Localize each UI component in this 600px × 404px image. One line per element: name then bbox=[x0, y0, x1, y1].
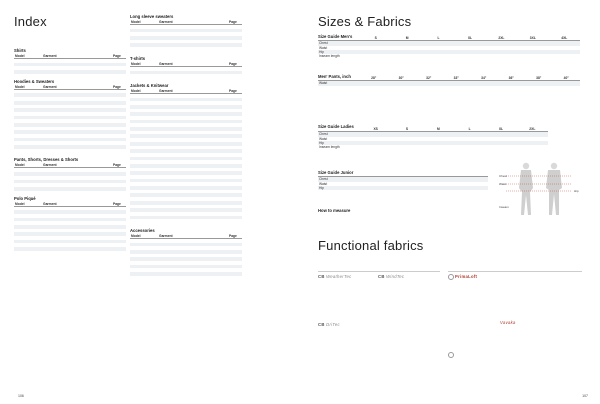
size-table-header: 33" bbox=[443, 76, 471, 81]
size-table-cell bbox=[360, 145, 391, 149]
index-table-cell bbox=[42, 187, 112, 191]
size-table-cell bbox=[517, 145, 548, 149]
index-table-header: Model bbox=[14, 202, 42, 207]
index-table-row bbox=[14, 70, 126, 74]
size-table-header: M bbox=[423, 127, 454, 132]
index-section bbox=[14, 79, 126, 153]
functional-fabrics-title: Functional fabrics bbox=[318, 238, 424, 253]
size-table-header: S bbox=[360, 36, 391, 41]
size-table-header: 3XL bbox=[517, 36, 548, 41]
right-page bbox=[300, 0, 600, 404]
index-table-header: Page bbox=[228, 62, 242, 67]
index-table-cell bbox=[228, 74, 242, 78]
cb-dritec-logo: CB DriTec bbox=[318, 322, 340, 327]
index-table-header: Page bbox=[112, 85, 126, 90]
index-table-cell bbox=[130, 219, 158, 223]
size-table-header: 40" bbox=[553, 76, 581, 81]
index-section-title: Hoodies & Sweaters bbox=[14, 78, 55, 84]
index-table-header: Model bbox=[130, 62, 158, 67]
index-table-row bbox=[14, 247, 126, 251]
supreme-logo bbox=[448, 352, 455, 358]
index-table-header: Model bbox=[14, 85, 42, 90]
size-table-row bbox=[318, 186, 488, 190]
primaloft-icon bbox=[448, 274, 454, 280]
index-table-cell bbox=[228, 47, 242, 51]
index-table-cell bbox=[42, 247, 112, 251]
index-table-cell bbox=[158, 219, 228, 223]
size-table-header: 36" bbox=[498, 76, 526, 81]
size-table-cell bbox=[423, 54, 454, 58]
index-table bbox=[14, 54, 126, 74]
index-table-cell bbox=[158, 276, 228, 280]
size-table-cell: Waist bbox=[319, 136, 328, 141]
size-table-header: 30" bbox=[388, 76, 416, 81]
index-table-header: Model bbox=[14, 163, 42, 168]
index-table-header: Model bbox=[14, 54, 42, 59]
size-table-cell bbox=[454, 54, 485, 58]
size-table-cell bbox=[385, 186, 420, 190]
index-table-cell bbox=[14, 187, 42, 191]
size-table-header: 38" bbox=[525, 76, 553, 81]
size-table-cell: Inseam length bbox=[319, 145, 340, 150]
index-table-cell bbox=[130, 47, 158, 51]
size-table-cell: Chest bbox=[318, 177, 350, 182]
index-table-header: Model bbox=[130, 20, 158, 25]
size-table-row bbox=[318, 54, 580, 58]
index-table-header: Page bbox=[112, 202, 126, 207]
how-to-measure-title: How to measure bbox=[318, 208, 351, 213]
size-table-header: L bbox=[423, 36, 454, 41]
size-table-cell bbox=[470, 81, 498, 86]
size-table-header: 4XL bbox=[549, 36, 580, 41]
size-table-header: M bbox=[391, 36, 422, 41]
size-table-header: 2XL bbox=[517, 127, 548, 132]
men-size-guide-title: Size Guide Men's bbox=[318, 34, 353, 39]
index-section bbox=[130, 83, 242, 223]
index-table-header: Garment bbox=[42, 54, 112, 59]
size-table-cell: Inseam length bbox=[319, 54, 340, 59]
index-table-row bbox=[130, 219, 242, 223]
index-table-header: Garment bbox=[158, 234, 228, 239]
index-table-cell bbox=[158, 47, 228, 51]
size-table-row bbox=[318, 145, 548, 149]
page-number-left: 106 bbox=[18, 394, 24, 398]
index-table-row bbox=[130, 74, 242, 78]
figure-label-waist: Waist bbox=[499, 182, 507, 186]
index-table-row bbox=[130, 47, 242, 51]
index-section-title: Pants, Shorts, Dresses & Shorts bbox=[14, 157, 79, 163]
index-table-cell bbox=[158, 74, 228, 78]
index-table bbox=[130, 234, 242, 280]
junior-size-table bbox=[318, 172, 488, 190]
index-section bbox=[130, 228, 242, 280]
index-table-header: Model bbox=[130, 234, 158, 239]
measurement-figure bbox=[496, 160, 586, 220]
index-section-title: T-shirts bbox=[130, 55, 146, 61]
index-table-header: Page bbox=[228, 89, 242, 94]
female-figure-icon bbox=[519, 163, 533, 215]
index-table bbox=[14, 85, 126, 153]
size-table-cell bbox=[517, 54, 548, 58]
index-table-header: Page bbox=[228, 234, 242, 239]
size-table-header: S bbox=[391, 127, 422, 132]
size-table-cell: Chest bbox=[318, 132, 360, 137]
index-table-header: Page bbox=[112, 54, 126, 59]
size-table-cell bbox=[498, 81, 526, 86]
index-column-1 bbox=[14, 48, 126, 256]
size-table-cell bbox=[391, 145, 422, 149]
size-table-cell: Waist bbox=[319, 181, 328, 186]
index-section-title: Jackets & Knitwear bbox=[130, 82, 169, 88]
page-number-right: 107 bbox=[582, 394, 588, 398]
primaloft-logo: PrimaLoft bbox=[448, 274, 477, 280]
size-table-cell: Hip bbox=[318, 141, 360, 145]
size-table-cell bbox=[391, 54, 422, 58]
size-table-header: XL bbox=[485, 127, 516, 132]
size-table-cell bbox=[486, 54, 517, 58]
index-table-cell bbox=[130, 276, 158, 280]
index-column-2 bbox=[130, 14, 242, 285]
size-table-cell bbox=[443, 81, 471, 86]
sizes-fabrics-title: Sizes & Fabrics bbox=[318, 14, 412, 29]
size-table-cell bbox=[553, 81, 581, 86]
index-table bbox=[14, 163, 126, 190]
index-section bbox=[14, 48, 126, 74]
index-table-cell bbox=[228, 276, 242, 280]
index-table-header: Page bbox=[228, 20, 242, 25]
size-table-cell bbox=[360, 81, 388, 86]
index-section bbox=[130, 14, 242, 51]
men-size-table bbox=[318, 36, 580, 58]
size-table-cell bbox=[485, 145, 516, 149]
index-table-cell bbox=[112, 247, 126, 251]
index-section bbox=[14, 157, 126, 190]
index-table-cell bbox=[112, 149, 126, 153]
index-table-cell bbox=[14, 149, 42, 153]
supreme-icon bbox=[448, 352, 454, 358]
index-table-header: Garment bbox=[158, 62, 228, 67]
size-table-header: 34" bbox=[470, 76, 498, 81]
index-section-title: Accessories bbox=[130, 227, 155, 233]
size-table-cell: Waist bbox=[318, 81, 360, 86]
size-table-cell bbox=[525, 81, 553, 86]
index-section-title: Long sleeve sweaters bbox=[130, 14, 174, 19]
index-table bbox=[130, 89, 242, 223]
vavaka-logo: Vavaka bbox=[500, 320, 516, 325]
index-table-header: Garment bbox=[42, 202, 112, 207]
size-table-cell bbox=[388, 81, 416, 86]
index-table-cell bbox=[42, 149, 112, 153]
index-section bbox=[14, 196, 126, 251]
size-table-cell bbox=[360, 54, 391, 58]
index-table-header: Garment bbox=[158, 20, 228, 25]
index-table-cell bbox=[14, 247, 42, 251]
index-title: Index bbox=[14, 14, 47, 29]
index-table bbox=[14, 202, 126, 251]
index-table-cell bbox=[14, 70, 42, 74]
size-table-header: XL bbox=[454, 36, 485, 41]
size-table-header: 28" bbox=[360, 76, 388, 81]
ladies-size-guide-title: Size Guide Ladies bbox=[318, 124, 354, 129]
index-table-row bbox=[14, 187, 126, 191]
cb-windtec-logo: CB WindTec bbox=[378, 274, 405, 279]
size-table-cell bbox=[350, 186, 385, 190]
size-table-cell bbox=[423, 145, 454, 149]
size-table-cell: Waist bbox=[319, 45, 328, 50]
size-table-header: 32" bbox=[415, 76, 443, 81]
male-figure-icon bbox=[546, 163, 562, 215]
size-table-cell bbox=[454, 186, 489, 190]
figure-label-hip: Hip bbox=[574, 189, 579, 193]
index-table-cell bbox=[228, 219, 242, 223]
index-table-row bbox=[14, 149, 126, 153]
index-table-header: Garment bbox=[158, 89, 228, 94]
size-table-cell: Chest bbox=[318, 41, 360, 46]
men-pants-table bbox=[318, 76, 580, 86]
size-table-header: XS bbox=[360, 127, 391, 132]
size-table-cell bbox=[419, 186, 454, 190]
index-table-header: Garment bbox=[42, 163, 112, 168]
cb-weathertec-logo: CB WeatherTec bbox=[318, 274, 352, 279]
index-table-cell bbox=[112, 70, 126, 74]
index-section-title: Polo Piqué bbox=[14, 195, 36, 201]
size-table-cell: Hip bbox=[318, 186, 350, 190]
size-table-cell: Hip bbox=[318, 50, 360, 54]
index-table-row bbox=[130, 276, 242, 280]
index-table bbox=[130, 62, 242, 78]
size-table-cell bbox=[549, 54, 580, 58]
index-section-title: Shirts bbox=[14, 48, 26, 53]
figure-label-chest: Chest bbox=[499, 174, 507, 178]
size-table-header: L bbox=[454, 127, 485, 132]
index-table-cell bbox=[130, 74, 158, 78]
ladies-size-table bbox=[318, 127, 548, 149]
index-table bbox=[130, 20, 242, 51]
size-table-cell bbox=[454, 145, 485, 149]
index-table-cell bbox=[112, 187, 126, 191]
junior-size-guide-title: Size Guide Junior bbox=[318, 170, 354, 175]
index-table-header: Model bbox=[130, 89, 158, 94]
figure-label-inseam: Inseam bbox=[499, 205, 509, 209]
men-pants-title: Men' Pants, inch bbox=[318, 74, 351, 79]
index-table-cell bbox=[42, 70, 112, 74]
index-table-header: Page bbox=[112, 163, 126, 168]
size-table-header: 2XL bbox=[486, 36, 517, 41]
size-table-row bbox=[318, 81, 580, 86]
index-table-header: Garment bbox=[42, 85, 112, 90]
index-section bbox=[130, 56, 242, 78]
size-table-cell bbox=[415, 81, 443, 86]
